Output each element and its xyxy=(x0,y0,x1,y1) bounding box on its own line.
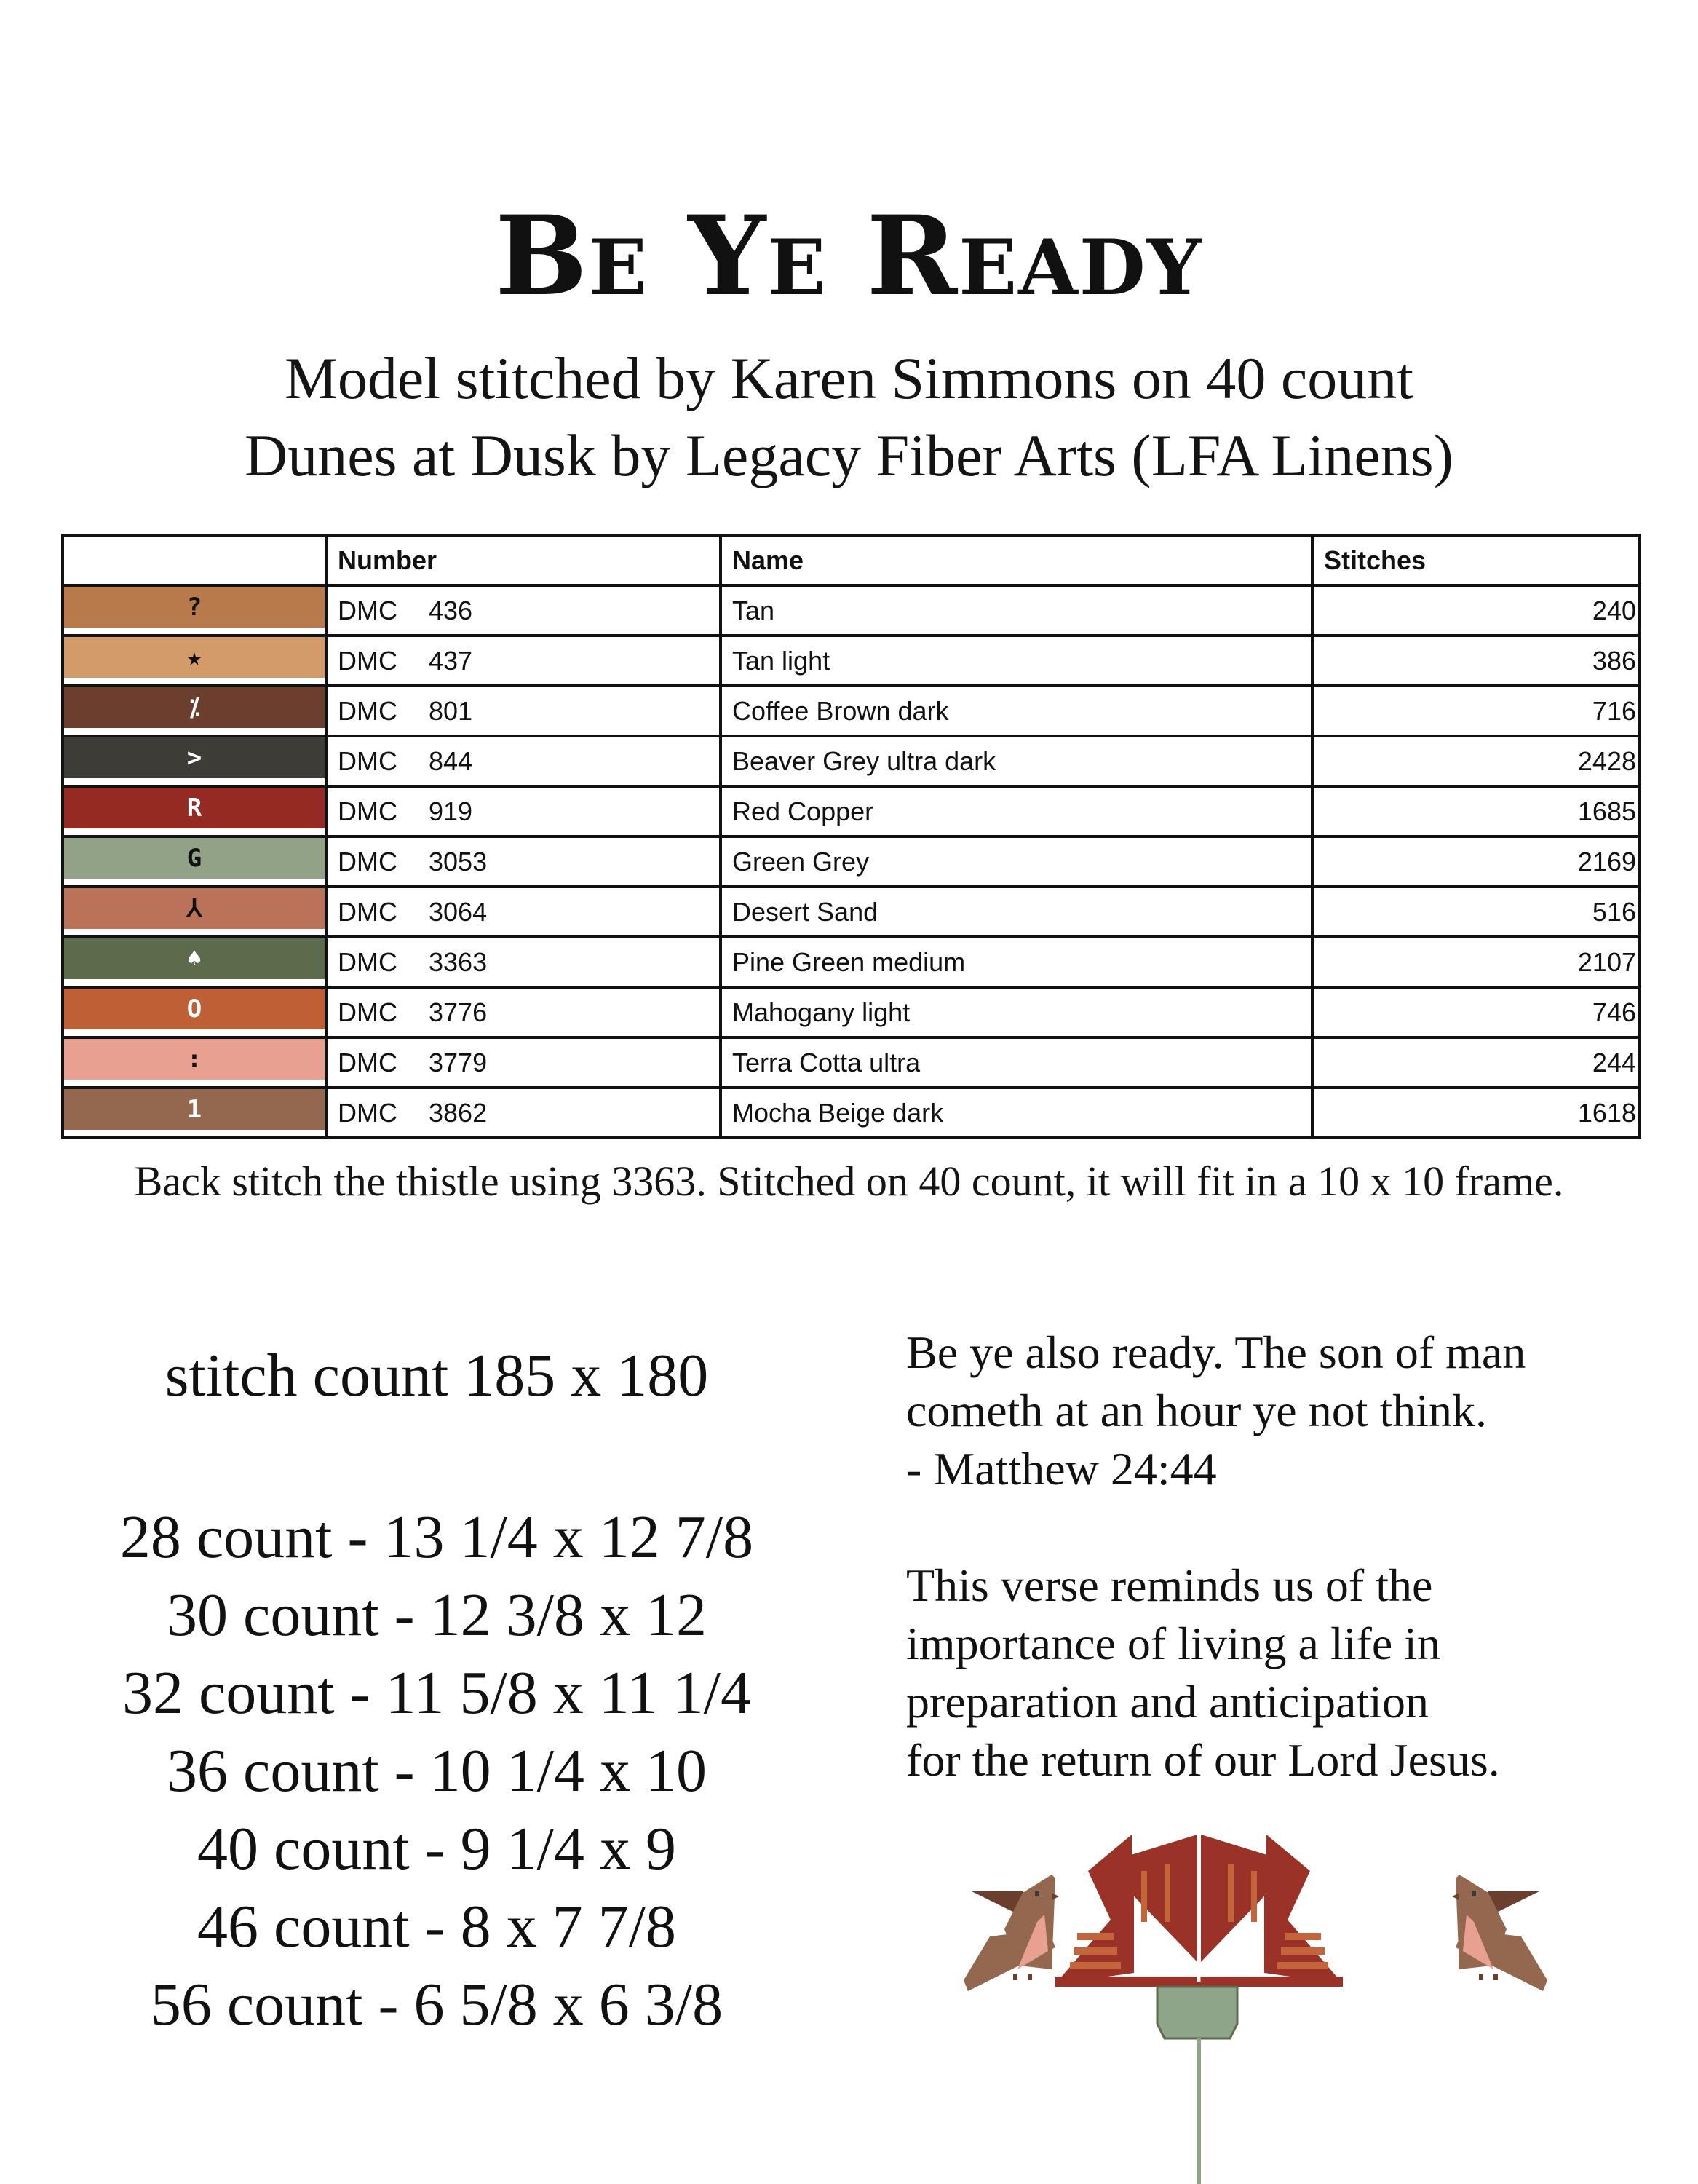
floss-brand: DMC xyxy=(338,1097,397,1128)
floss-number: 3862 xyxy=(429,1097,488,1128)
floss-name: Terra Cotta ultra xyxy=(721,1037,1312,1088)
stitch-count-cell: 2428 xyxy=(1312,736,1639,786)
color-swatch xyxy=(63,836,326,887)
stitch-count-cell: 386 xyxy=(1312,636,1639,686)
size-line-56: 56 count - 6 5/8 x 6 3/8 xyxy=(150,1971,723,2038)
stitch-count-cell: 1685 xyxy=(1312,786,1639,836)
table-row xyxy=(63,585,1639,636)
floss-number-cell xyxy=(326,686,721,736)
verse-block xyxy=(906,1324,1670,1789)
table-row xyxy=(63,1088,1639,1138)
floss-number-cell xyxy=(326,1037,721,1088)
stitch-symbol-icon: O xyxy=(186,994,202,1024)
table-row xyxy=(63,736,1639,786)
stitch-count: stitch count 185 x 180 xyxy=(164,1342,709,1409)
reflection-line: preparation and anticipation xyxy=(906,1676,1429,1728)
floss-name: Red Copper xyxy=(721,786,1312,836)
stitch-symbol-icon: 1 xyxy=(186,1095,202,1124)
floss-name: Coffee Brown dark xyxy=(721,686,1312,736)
bird-right-icon xyxy=(1452,1875,1547,1991)
floss-number: 919 xyxy=(429,796,473,826)
stitch-count-cell: 516 xyxy=(1312,887,1639,937)
floss-table xyxy=(61,534,1641,1139)
stitch-symbol-icon: ♠ xyxy=(186,944,202,973)
floss-name: Tan light xyxy=(721,636,1312,686)
table-row xyxy=(63,937,1639,987)
floss-number-cell xyxy=(326,937,721,987)
floss-brand: DMC xyxy=(338,796,397,826)
color-swatch xyxy=(63,736,326,786)
stitch-count-cell: 244 xyxy=(1312,1037,1639,1088)
floss-number-cell xyxy=(326,736,721,786)
floss-brand: DMC xyxy=(338,745,397,776)
floss-number-cell xyxy=(326,585,721,636)
table-row xyxy=(63,836,1639,887)
floss-number-cell xyxy=(326,987,721,1037)
floss-name: Mocha Beige dark xyxy=(721,1088,1312,1138)
column-header-name: Name xyxy=(721,535,1312,585)
floss-brand: DMC xyxy=(338,846,397,877)
table-row xyxy=(63,636,1639,686)
subtitle-fabric-info: Dunes at Dusk by Legacy Fiber Arts (LFA Linens) xyxy=(245,422,1453,488)
floss-name: Mahogany light xyxy=(721,987,1312,1037)
table-header-row xyxy=(63,535,1639,585)
floss-brand: DMC xyxy=(338,645,397,676)
reflection-line: for the return of our Lord Jesus. xyxy=(906,1734,1500,1786)
color-swatch xyxy=(63,937,326,987)
floss-name: Tan xyxy=(721,585,1312,636)
thistle-birds-motif xyxy=(946,1820,1565,2184)
floss-name: Desert Sand xyxy=(721,887,1312,937)
floss-brand: DMC xyxy=(338,946,397,977)
floss-brand: DMC xyxy=(338,595,397,625)
floss-number: 3053 xyxy=(429,846,488,877)
column-header-number: Number xyxy=(326,535,721,585)
floss-number-cell xyxy=(326,836,721,887)
column-header-symbol xyxy=(63,535,326,585)
page-title: Be Ye Ready xyxy=(495,192,1203,320)
size-line-46: 46 count - 8 x 7 7/8 xyxy=(197,1893,676,1961)
floss-number: 801 xyxy=(429,695,473,726)
verse-line: Be ye also ready. The son of man xyxy=(906,1326,1526,1378)
floss-number: 3363 xyxy=(429,946,488,977)
subtitle-model-info: Model stitched by Karen Simmons on 40 count xyxy=(285,345,1413,411)
floss-number-cell xyxy=(326,786,721,836)
color-swatch xyxy=(63,686,326,736)
stitch-count-cell: 746 xyxy=(1312,987,1639,1037)
bird-left-icon xyxy=(964,1875,1059,1991)
size-line-30: 30 count - 12 3/8 x 12 xyxy=(167,1581,707,1649)
floss-number: 844 xyxy=(429,745,473,776)
stitch-count-cell: 1618 xyxy=(1312,1088,1639,1138)
backstitch-note: Back stitch the thistle using 3363. Stitched on 40 count, it will fit in a 10 x 10 frame. xyxy=(134,1158,1564,1205)
stitch-symbol-icon: R xyxy=(186,794,202,823)
reflection-line: importance of living a life in xyxy=(906,1618,1440,1669)
floss-number: 436 xyxy=(429,595,473,625)
color-swatch xyxy=(63,887,326,937)
stitch-count-cell: 2169 xyxy=(1312,836,1639,887)
color-swatch xyxy=(63,786,326,836)
size-line-28: 28 count - 13 1/4 x 12 7/8 xyxy=(119,1503,754,1571)
color-swatch xyxy=(63,1088,326,1138)
column-header-stitches: Stitches xyxy=(1312,535,1639,585)
stitch-symbol-icon: : xyxy=(186,1045,202,1074)
stitch-count-cell: 240 xyxy=(1312,585,1639,636)
table-row xyxy=(63,887,1639,937)
stitch-count-cell: 716 xyxy=(1312,686,1639,736)
color-swatch xyxy=(63,1037,326,1088)
floss-brand: DMC xyxy=(338,695,397,726)
floss-number: 3064 xyxy=(429,896,488,927)
stitch-symbol-icon: > xyxy=(186,743,202,772)
floss-number-cell xyxy=(326,636,721,686)
stitch-symbol-icon: ⅄ xyxy=(186,894,202,923)
size-line-32: 32 count - 11 5/8 x 11 1/4 xyxy=(122,1659,752,1727)
floss-number: 3779 xyxy=(429,1047,488,1077)
thistle-flower-icon xyxy=(1055,1835,1343,1987)
table-row xyxy=(63,987,1639,1037)
color-swatch xyxy=(63,636,326,686)
color-swatch xyxy=(63,585,326,636)
stitch-count-cell: 2107 xyxy=(1312,937,1639,987)
floss-number-cell xyxy=(326,887,721,937)
stitch-symbol-icon: ★ xyxy=(186,643,202,672)
color-swatch xyxy=(63,987,326,1037)
table-row xyxy=(63,786,1639,836)
table-row xyxy=(63,1037,1639,1088)
stitch-symbol-icon: ⁒ xyxy=(189,693,200,722)
floss-brand: DMC xyxy=(338,1047,397,1077)
size-line-36: 36 count - 10 1/4 x 10 xyxy=(167,1737,707,1805)
stitch-symbol-icon: ? xyxy=(186,593,202,622)
verse-citation: - Matthew 24:44 xyxy=(906,1443,1217,1495)
reflection-line: This verse reminds us of the xyxy=(906,1559,1433,1611)
fabric-size-list xyxy=(0,1498,873,2043)
thistle-calyx-icon xyxy=(1157,1987,1237,2184)
floss-number: 437 xyxy=(429,645,473,676)
floss-brand: DMC xyxy=(338,997,397,1027)
floss-name: Pine Green medium xyxy=(721,937,1312,987)
verse-line: cometh at an hour ye not think. xyxy=(906,1385,1488,1436)
stitch-symbol-icon: G xyxy=(186,844,202,873)
floss-number: 3776 xyxy=(429,997,488,1027)
table-row xyxy=(63,686,1639,736)
floss-name: Beaver Grey ultra dark xyxy=(721,736,1312,786)
floss-name: Green Grey xyxy=(721,836,1312,887)
size-line-40: 40 count - 9 1/4 x 9 xyxy=(197,1815,676,1883)
floss-brand: DMC xyxy=(338,896,397,927)
floss-number-cell xyxy=(326,1088,721,1138)
